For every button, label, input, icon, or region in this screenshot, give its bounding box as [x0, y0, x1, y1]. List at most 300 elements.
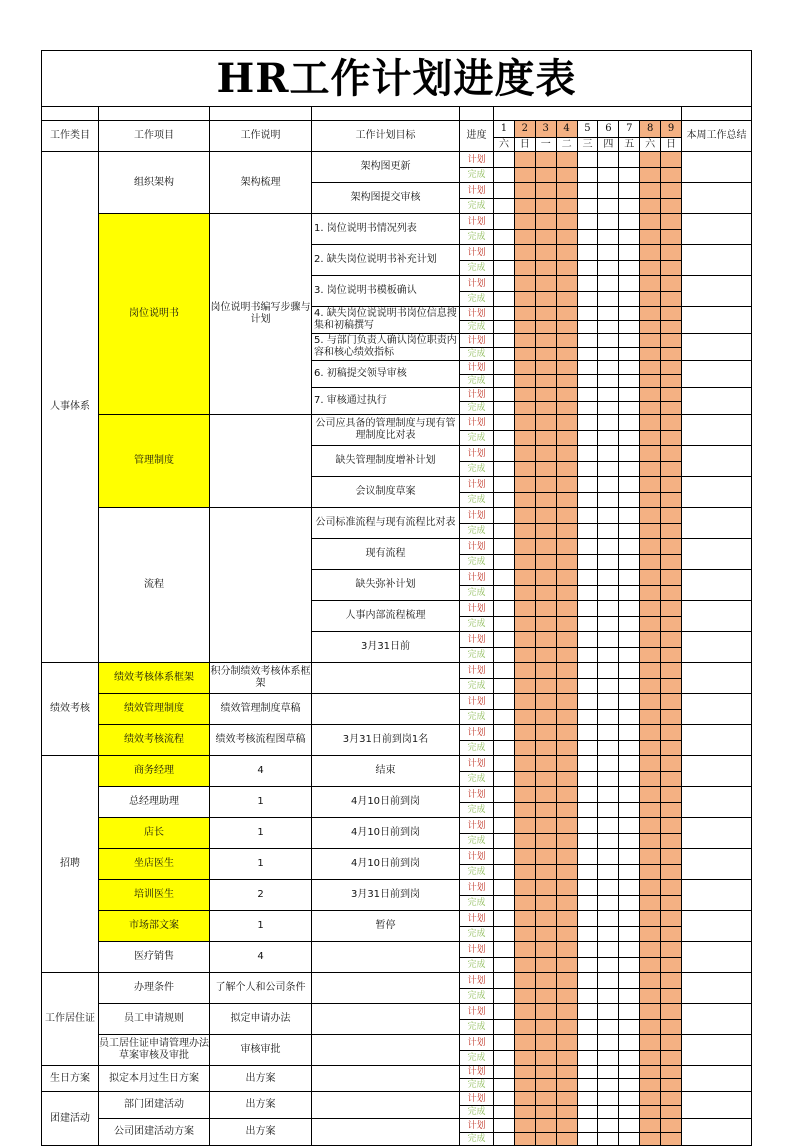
- plan-day-cell[interactable]: [515, 973, 536, 989]
- plan-day-cell[interactable]: [619, 663, 640, 679]
- done-day-cell[interactable]: [557, 1051, 578, 1066]
- done-day-cell[interactable]: [661, 493, 682, 508]
- done-day-cell[interactable]: [557, 462, 578, 477]
- done-day-cell[interactable]: [578, 1079, 599, 1092]
- plan-day-cell[interactable]: [661, 1004, 682, 1020]
- done-day-cell[interactable]: [557, 1079, 578, 1092]
- done-day-cell[interactable]: [536, 431, 557, 446]
- done-day-cell[interactable]: [640, 772, 661, 787]
- done-day-cell[interactable]: [661, 462, 682, 477]
- done-day-cell[interactable]: [515, 989, 536, 1004]
- plan-day-cell[interactable]: [557, 756, 578, 772]
- done-day-cell[interactable]: [494, 462, 515, 477]
- plan-day-cell[interactable]: [494, 446, 515, 462]
- plan-day-cell[interactable]: [557, 446, 578, 462]
- plan-day-cell[interactable]: [515, 849, 536, 865]
- plan-day-cell[interactable]: [578, 334, 599, 348]
- done-day-cell[interactable]: [536, 803, 557, 818]
- plan-day-cell[interactable]: [494, 1092, 515, 1106]
- done-day-cell[interactable]: [557, 648, 578, 663]
- plan-day-cell[interactable]: [661, 539, 682, 555]
- plan-day-cell[interactable]: [557, 508, 578, 524]
- plan-day-cell[interactable]: [640, 276, 661, 292]
- done-day-cell[interactable]: [598, 617, 619, 632]
- done-day-cell[interactable]: [494, 989, 515, 1004]
- plan-day-cell[interactable]: [598, 214, 619, 230]
- done-day-cell[interactable]: [536, 989, 557, 1004]
- plan-day-cell[interactable]: [578, 663, 599, 679]
- done-day-cell[interactable]: [598, 555, 619, 570]
- done-day-cell[interactable]: [494, 617, 515, 632]
- plan-day-cell[interactable]: [598, 1119, 619, 1133]
- plan-day-cell[interactable]: [557, 880, 578, 896]
- done-day-cell[interactable]: [598, 1106, 619, 1119]
- done-day-cell[interactable]: [640, 493, 661, 508]
- plan-day-cell[interactable]: [619, 152, 640, 168]
- plan-day-cell[interactable]: [557, 214, 578, 230]
- plan-day-cell[interactable]: [494, 570, 515, 586]
- done-day-cell[interactable]: [578, 1133, 599, 1146]
- done-day-cell[interactable]: [494, 865, 515, 880]
- done-day-cell[interactable]: [494, 524, 515, 539]
- done-day-cell[interactable]: [640, 710, 661, 725]
- done-day-cell[interactable]: [515, 865, 536, 880]
- done-day-cell[interactable]: [557, 1133, 578, 1146]
- plan-day-cell[interactable]: [619, 694, 640, 710]
- plan-day-cell[interactable]: [494, 276, 515, 292]
- plan-day-cell[interactable]: [661, 818, 682, 834]
- done-day-cell[interactable]: [578, 710, 599, 725]
- plan-day-cell[interactable]: [536, 446, 557, 462]
- done-day-cell[interactable]: [578, 803, 599, 818]
- done-day-cell[interactable]: [536, 462, 557, 477]
- done-day-cell[interactable]: [619, 261, 640, 276]
- done-day-cell[interactable]: [536, 230, 557, 245]
- done-day-cell[interactable]: [494, 555, 515, 570]
- done-day-cell[interactable]: [494, 431, 515, 446]
- plan-day-cell[interactable]: [619, 214, 640, 230]
- plan-day-cell[interactable]: [661, 1066, 682, 1079]
- plan-day-cell[interactable]: [515, 388, 536, 402]
- done-day-cell[interactable]: [619, 1079, 640, 1092]
- done-day-cell[interactable]: [619, 168, 640, 183]
- plan-day-cell[interactable]: [536, 276, 557, 292]
- plan-day-cell[interactable]: [494, 663, 515, 679]
- plan-day-cell[interactable]: [598, 508, 619, 524]
- done-day-cell[interactable]: [578, 555, 599, 570]
- plan-day-cell[interactable]: [557, 632, 578, 648]
- summary-cell[interactable]: [682, 508, 752, 539]
- done-day-cell[interactable]: [640, 555, 661, 570]
- done-day-cell[interactable]: [619, 1051, 640, 1066]
- plan-day-cell[interactable]: [578, 570, 599, 586]
- done-day-cell[interactable]: [536, 493, 557, 508]
- plan-day-cell[interactable]: [494, 1035, 515, 1051]
- plan-day-cell[interactable]: [619, 1092, 640, 1106]
- done-day-cell[interactable]: [598, 348, 619, 361]
- plan-day-cell[interactable]: [619, 334, 640, 348]
- plan-day-cell[interactable]: [515, 446, 536, 462]
- plan-day-cell[interactable]: [640, 508, 661, 524]
- done-day-cell[interactable]: [536, 402, 557, 415]
- done-day-cell[interactable]: [515, 1051, 536, 1066]
- done-day-cell[interactable]: [640, 1106, 661, 1119]
- done-day-cell[interactable]: [661, 1106, 682, 1119]
- plan-day-cell[interactable]: [598, 152, 619, 168]
- done-day-cell[interactable]: [619, 431, 640, 446]
- plan-day-cell[interactable]: [640, 446, 661, 462]
- plan-day-cell[interactable]: [598, 973, 619, 989]
- plan-day-cell[interactable]: [598, 787, 619, 803]
- plan-day-cell[interactable]: [536, 361, 557, 375]
- summary-cell[interactable]: [682, 1035, 752, 1066]
- done-day-cell[interactable]: [515, 524, 536, 539]
- done-day-cell[interactable]: [515, 199, 536, 214]
- plan-day-cell[interactable]: [640, 663, 661, 679]
- done-day-cell[interactable]: [557, 261, 578, 276]
- plan-day-cell[interactable]: [494, 334, 515, 348]
- plan-day-cell[interactable]: [536, 1119, 557, 1133]
- plan-day-cell[interactable]: [598, 334, 619, 348]
- done-day-cell[interactable]: [557, 555, 578, 570]
- done-day-cell[interactable]: [578, 617, 599, 632]
- done-day-cell[interactable]: [515, 586, 536, 601]
- plan-day-cell[interactable]: [536, 787, 557, 803]
- plan-day-cell[interactable]: [536, 307, 557, 321]
- plan-day-cell[interactable]: [578, 1035, 599, 1051]
- plan-day-cell[interactable]: [661, 973, 682, 989]
- plan-day-cell[interactable]: [619, 245, 640, 261]
- done-day-cell[interactable]: [515, 772, 536, 787]
- plan-day-cell[interactable]: [640, 1092, 661, 1106]
- plan-day-cell[interactable]: [619, 942, 640, 958]
- summary-cell[interactable]: [682, 694, 752, 725]
- done-day-cell[interactable]: [494, 710, 515, 725]
- done-day-cell[interactable]: [494, 834, 515, 849]
- plan-day-cell[interactable]: [619, 880, 640, 896]
- plan-day-cell[interactable]: [557, 152, 578, 168]
- done-day-cell[interactable]: [494, 199, 515, 214]
- summary-cell[interactable]: [682, 973, 752, 1004]
- plan-day-cell[interactable]: [515, 415, 536, 431]
- done-day-cell[interactable]: [598, 402, 619, 415]
- done-day-cell[interactable]: [557, 1020, 578, 1035]
- done-day-cell[interactable]: [494, 493, 515, 508]
- done-day-cell[interactable]: [619, 617, 640, 632]
- done-day-cell[interactable]: [661, 927, 682, 942]
- plan-day-cell[interactable]: [640, 632, 661, 648]
- plan-day-cell[interactable]: [598, 725, 619, 741]
- plan-day-cell[interactable]: [515, 307, 536, 321]
- plan-day-cell[interactable]: [494, 477, 515, 493]
- plan-day-cell[interactable]: [661, 725, 682, 741]
- done-day-cell[interactable]: [598, 524, 619, 539]
- plan-day-cell[interactable]: [640, 361, 661, 375]
- done-day-cell[interactable]: [619, 1133, 640, 1146]
- plan-day-cell[interactable]: [536, 601, 557, 617]
- done-day-cell[interactable]: [661, 679, 682, 694]
- done-day-cell[interactable]: [640, 741, 661, 756]
- plan-day-cell[interactable]: [619, 1035, 640, 1051]
- plan-day-cell[interactable]: [515, 725, 536, 741]
- done-day-cell[interactable]: [494, 1079, 515, 1092]
- plan-day-cell[interactable]: [515, 663, 536, 679]
- plan-day-cell[interactable]: [557, 601, 578, 617]
- done-day-cell[interactable]: [536, 958, 557, 973]
- done-day-cell[interactable]: [494, 1133, 515, 1146]
- done-day-cell[interactable]: [661, 402, 682, 415]
- plan-day-cell[interactable]: [557, 942, 578, 958]
- plan-day-cell[interactable]: [661, 1092, 682, 1106]
- plan-day-cell[interactable]: [619, 276, 640, 292]
- done-day-cell[interactable]: [557, 989, 578, 1004]
- done-day-cell[interactable]: [640, 524, 661, 539]
- plan-day-cell[interactable]: [661, 942, 682, 958]
- summary-cell[interactable]: [682, 1092, 752, 1119]
- done-day-cell[interactable]: [536, 375, 557, 388]
- done-day-cell[interactable]: [515, 1020, 536, 1035]
- done-day-cell[interactable]: [557, 402, 578, 415]
- plan-day-cell[interactable]: [661, 663, 682, 679]
- done-day-cell[interactable]: [619, 927, 640, 942]
- done-day-cell[interactable]: [557, 679, 578, 694]
- plan-day-cell[interactable]: [619, 508, 640, 524]
- plan-day-cell[interactable]: [536, 508, 557, 524]
- done-day-cell[interactable]: [578, 321, 599, 334]
- done-day-cell[interactable]: [536, 741, 557, 756]
- plan-day-cell[interactable]: [515, 1119, 536, 1133]
- plan-day-cell[interactable]: [515, 334, 536, 348]
- summary-cell[interactable]: [682, 245, 752, 276]
- done-day-cell[interactable]: [661, 199, 682, 214]
- plan-day-cell[interactable]: [536, 973, 557, 989]
- done-day-cell[interactable]: [661, 1051, 682, 1066]
- done-day-cell[interactable]: [598, 834, 619, 849]
- done-day-cell[interactable]: [536, 927, 557, 942]
- plan-day-cell[interactable]: [619, 849, 640, 865]
- done-day-cell[interactable]: [619, 493, 640, 508]
- plan-day-cell[interactable]: [494, 388, 515, 402]
- plan-day-cell[interactable]: [557, 694, 578, 710]
- done-day-cell[interactable]: [557, 321, 578, 334]
- done-day-cell[interactable]: [578, 462, 599, 477]
- plan-day-cell[interactable]: [598, 276, 619, 292]
- plan-day-cell[interactable]: [494, 307, 515, 321]
- summary-cell[interactable]: [682, 1119, 752, 1146]
- plan-day-cell[interactable]: [640, 911, 661, 927]
- plan-day-cell[interactable]: [578, 152, 599, 168]
- done-day-cell[interactable]: [661, 617, 682, 632]
- summary-cell[interactable]: [682, 388, 752, 415]
- done-day-cell[interactable]: [557, 803, 578, 818]
- done-day-cell[interactable]: [598, 168, 619, 183]
- plan-day-cell[interactable]: [661, 415, 682, 431]
- done-day-cell[interactable]: [661, 348, 682, 361]
- done-day-cell[interactable]: [598, 292, 619, 307]
- plan-day-cell[interactable]: [536, 415, 557, 431]
- plan-day-cell[interactable]: [619, 415, 640, 431]
- done-day-cell[interactable]: [515, 375, 536, 388]
- plan-day-cell[interactable]: [578, 477, 599, 493]
- done-day-cell[interactable]: [598, 586, 619, 601]
- done-day-cell[interactable]: [557, 927, 578, 942]
- done-day-cell[interactable]: [536, 168, 557, 183]
- done-day-cell[interactable]: [619, 348, 640, 361]
- done-day-cell[interactable]: [578, 375, 599, 388]
- done-day-cell[interactable]: [515, 710, 536, 725]
- done-day-cell[interactable]: [578, 1106, 599, 1119]
- done-day-cell[interactable]: [494, 1051, 515, 1066]
- plan-day-cell[interactable]: [494, 183, 515, 199]
- done-day-cell[interactable]: [640, 348, 661, 361]
- plan-day-cell[interactable]: [494, 601, 515, 617]
- plan-day-cell[interactable]: [640, 818, 661, 834]
- done-day-cell[interactable]: [557, 741, 578, 756]
- done-day-cell[interactable]: [578, 168, 599, 183]
- plan-day-cell[interactable]: [578, 1119, 599, 1133]
- plan-day-cell[interactable]: [640, 849, 661, 865]
- done-day-cell[interactable]: [494, 586, 515, 601]
- plan-day-cell[interactable]: [640, 1119, 661, 1133]
- plan-day-cell[interactable]: [557, 477, 578, 493]
- plan-day-cell[interactable]: [515, 539, 536, 555]
- done-day-cell[interactable]: [578, 989, 599, 1004]
- done-day-cell[interactable]: [661, 1020, 682, 1035]
- done-day-cell[interactable]: [578, 834, 599, 849]
- plan-day-cell[interactable]: [640, 694, 661, 710]
- plan-day-cell[interactable]: [578, 756, 599, 772]
- done-day-cell[interactable]: [598, 803, 619, 818]
- plan-day-cell[interactable]: [557, 973, 578, 989]
- plan-day-cell[interactable]: [494, 973, 515, 989]
- plan-day-cell[interactable]: [536, 334, 557, 348]
- plan-day-cell[interactable]: [578, 307, 599, 321]
- plan-day-cell[interactable]: [515, 632, 536, 648]
- done-day-cell[interactable]: [661, 375, 682, 388]
- plan-day-cell[interactable]: [661, 632, 682, 648]
- done-day-cell[interactable]: [536, 679, 557, 694]
- done-day-cell[interactable]: [557, 865, 578, 880]
- plan-day-cell[interactable]: [515, 276, 536, 292]
- plan-day-cell[interactable]: [578, 1092, 599, 1106]
- plan-day-cell[interactable]: [578, 361, 599, 375]
- plan-day-cell[interactable]: [536, 1092, 557, 1106]
- plan-day-cell[interactable]: [598, 1066, 619, 1079]
- done-day-cell[interactable]: [619, 834, 640, 849]
- plan-day-cell[interactable]: [578, 725, 599, 741]
- plan-day-cell[interactable]: [494, 1004, 515, 1020]
- done-day-cell[interactable]: [661, 168, 682, 183]
- plan-day-cell[interactable]: [536, 880, 557, 896]
- plan-day-cell[interactable]: [619, 539, 640, 555]
- done-day-cell[interactable]: [536, 1133, 557, 1146]
- plan-day-cell[interactable]: [578, 508, 599, 524]
- done-day-cell[interactable]: [536, 772, 557, 787]
- done-day-cell[interactable]: [598, 741, 619, 756]
- plan-day-cell[interactable]: [598, 307, 619, 321]
- plan-day-cell[interactable]: [494, 911, 515, 927]
- plan-day-cell[interactable]: [515, 787, 536, 803]
- done-day-cell[interactable]: [619, 803, 640, 818]
- done-day-cell[interactable]: [640, 402, 661, 415]
- done-day-cell[interactable]: [494, 348, 515, 361]
- plan-day-cell[interactable]: [557, 1092, 578, 1106]
- plan-day-cell[interactable]: [494, 1119, 515, 1133]
- done-day-cell[interactable]: [494, 1020, 515, 1035]
- summary-cell[interactable]: [682, 446, 752, 477]
- done-day-cell[interactable]: [515, 834, 536, 849]
- summary-cell[interactable]: [682, 1066, 752, 1092]
- summary-cell[interactable]: [682, 942, 752, 973]
- summary-cell[interactable]: [682, 334, 752, 361]
- done-day-cell[interactable]: [598, 230, 619, 245]
- done-day-cell[interactable]: [578, 199, 599, 214]
- done-day-cell[interactable]: [515, 348, 536, 361]
- done-day-cell[interactable]: [536, 199, 557, 214]
- plan-day-cell[interactable]: [661, 880, 682, 896]
- done-day-cell[interactable]: [578, 1020, 599, 1035]
- done-day-cell[interactable]: [640, 617, 661, 632]
- done-day-cell[interactable]: [515, 741, 536, 756]
- plan-day-cell[interactable]: [661, 756, 682, 772]
- done-day-cell[interactable]: [661, 555, 682, 570]
- plan-day-cell[interactable]: [640, 1066, 661, 1079]
- done-day-cell[interactable]: [494, 1106, 515, 1119]
- plan-day-cell[interactable]: [536, 942, 557, 958]
- plan-day-cell[interactable]: [640, 539, 661, 555]
- summary-cell[interactable]: [682, 818, 752, 849]
- plan-day-cell[interactable]: [536, 214, 557, 230]
- plan-day-cell[interactable]: [557, 388, 578, 402]
- plan-day-cell[interactable]: [515, 570, 536, 586]
- plan-day-cell[interactable]: [515, 1035, 536, 1051]
- summary-cell[interactable]: [682, 849, 752, 880]
- done-day-cell[interactable]: [494, 927, 515, 942]
- plan-day-cell[interactable]: [619, 477, 640, 493]
- done-day-cell[interactable]: [661, 648, 682, 663]
- plan-day-cell[interactable]: [619, 818, 640, 834]
- plan-day-cell[interactable]: [598, 663, 619, 679]
- plan-day-cell[interactable]: [640, 1035, 661, 1051]
- plan-day-cell[interactable]: [494, 415, 515, 431]
- done-day-cell[interactable]: [536, 648, 557, 663]
- plan-day-cell[interactable]: [661, 508, 682, 524]
- summary-cell[interactable]: [682, 152, 752, 183]
- done-day-cell[interactable]: [661, 1079, 682, 1092]
- done-day-cell[interactable]: [598, 896, 619, 911]
- plan-day-cell[interactable]: [598, 388, 619, 402]
- plan-day-cell[interactable]: [557, 1119, 578, 1133]
- done-day-cell[interactable]: [536, 865, 557, 880]
- done-day-cell[interactable]: [598, 1020, 619, 1035]
- done-day-cell[interactable]: [619, 1020, 640, 1035]
- plan-day-cell[interactable]: [578, 694, 599, 710]
- plan-day-cell[interactable]: [578, 880, 599, 896]
- done-day-cell[interactable]: [515, 555, 536, 570]
- done-day-cell[interactable]: [578, 927, 599, 942]
- plan-day-cell[interactable]: [536, 725, 557, 741]
- plan-day-cell[interactable]: [578, 942, 599, 958]
- done-day-cell[interactable]: [619, 772, 640, 787]
- plan-day-cell[interactable]: [619, 725, 640, 741]
- plan-day-cell[interactable]: [494, 818, 515, 834]
- done-day-cell[interactable]: [640, 1051, 661, 1066]
- plan-day-cell[interactable]: [598, 477, 619, 493]
- done-day-cell[interactable]: [661, 1133, 682, 1146]
- plan-day-cell[interactable]: [640, 307, 661, 321]
- plan-day-cell[interactable]: [640, 1004, 661, 1020]
- plan-day-cell[interactable]: [515, 152, 536, 168]
